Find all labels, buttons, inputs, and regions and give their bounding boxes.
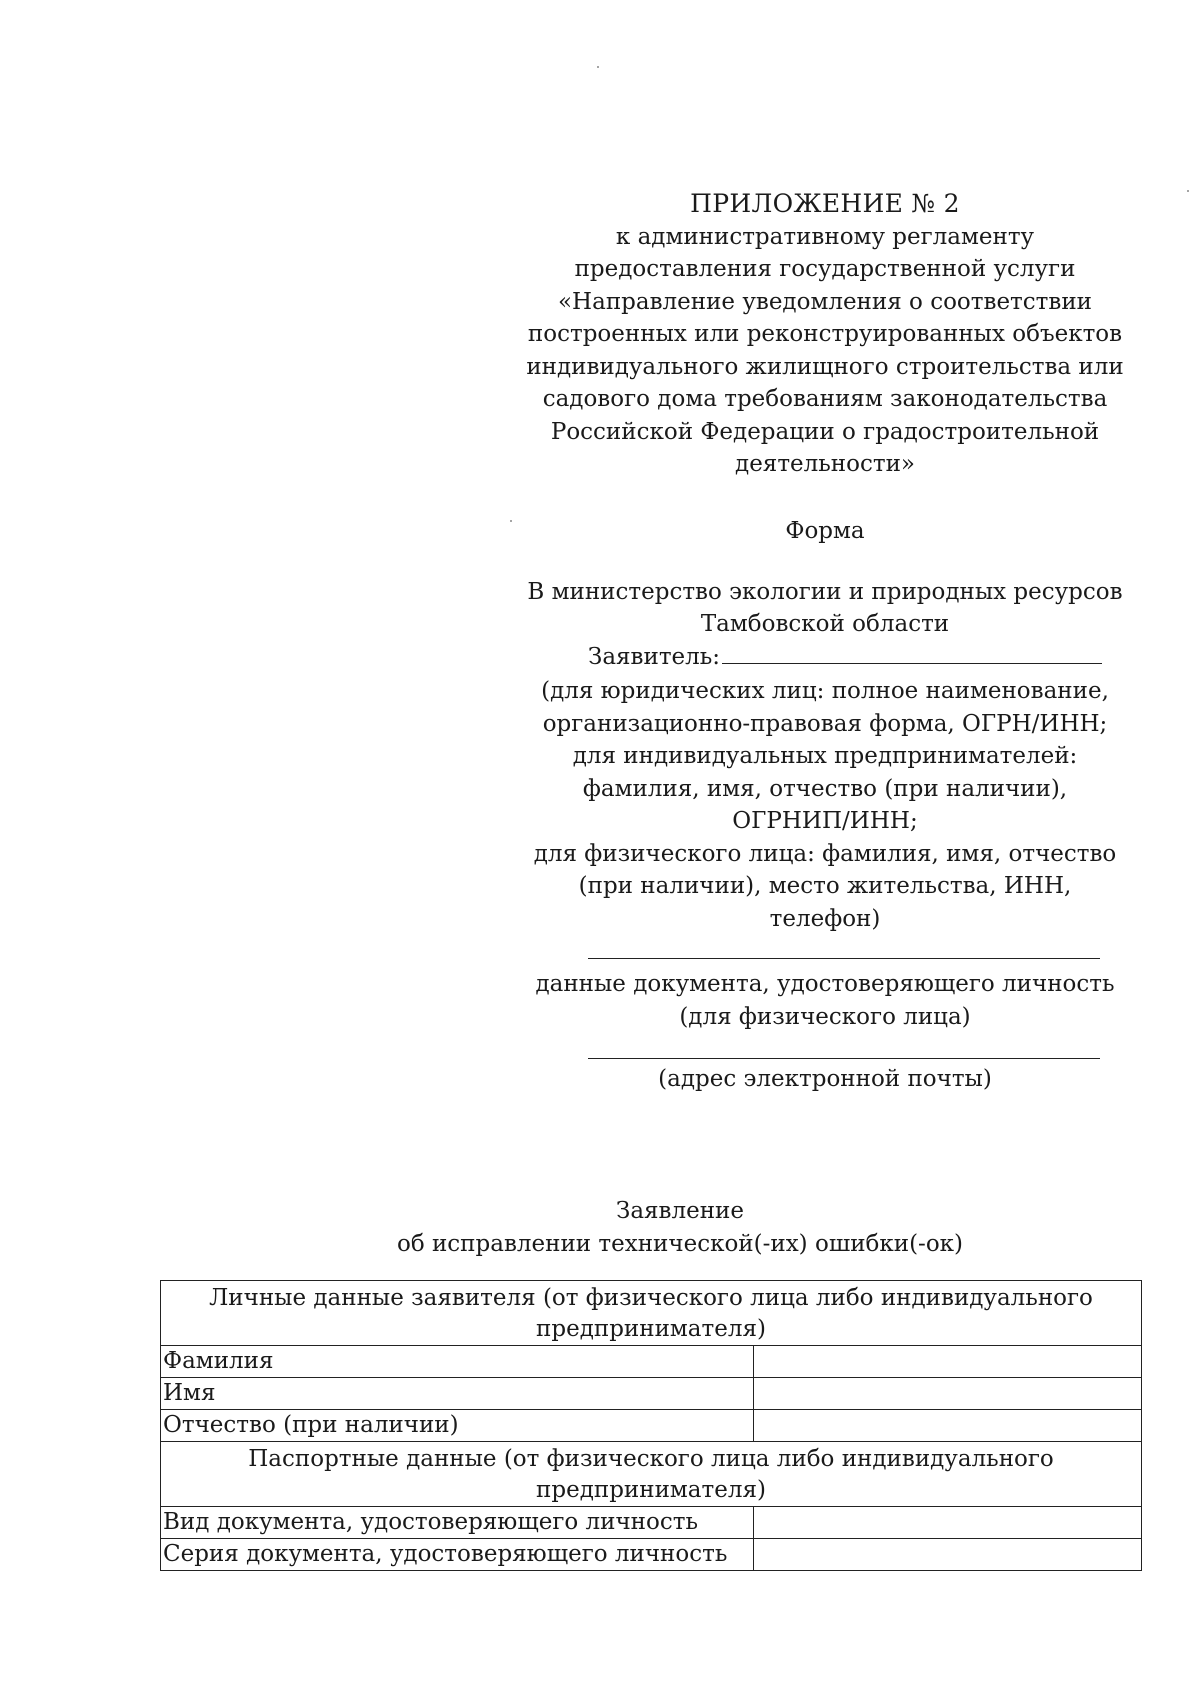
table-row [161,1410,1142,1442]
appendix-line: индивидуального жилищного строительства или [526,353,1124,380]
statement-heading [380,1195,980,1261]
identity-doc-field[interactable] [588,958,1100,959]
name-label: Имя [161,1378,754,1410]
applicant-field[interactable] [722,641,1102,664]
scan-speck [597,66,599,68]
email-field[interactable] [588,1058,1100,1059]
applicant-hint-line: фамилия, имя, отчество (при наличии), [582,775,1068,802]
applicant-hint-line: телефон) [769,905,881,932]
recipient-line: В министерство экологии и природных ресурсов [527,579,1123,605]
appendix-line: «Направление уведомления о соответствии [557,288,1092,315]
statement-subtitle: об исправлении технической(-их) ошибки(-ок) [396,1231,964,1257]
appendix-line: к административному регламенту [615,223,1035,250]
identity-doc-hint-line: (для физического лица) [679,1004,971,1030]
surname-label: Фамилия [161,1346,754,1378]
doc-type-input[interactable] [753,1507,1141,1539]
applicant-hint-line: (при наличии), место жительства, ИНН, [578,873,1072,899]
appendix-header [520,188,1130,481]
scan-speck [1187,190,1189,192]
section-personal-header: Личные данные заявителя (от физического лица либо индивидуального предпринимателя) [161,1281,1142,1346]
applicant-hint-line: для физического лица: фамилия, имя, отчество [533,840,1117,867]
appendix-line: деятельности» [735,451,915,477]
applicant-hint-line: ОГРНИП/ИНН; [732,808,918,834]
applicant-hint-line: организационно-правовая форма, ОГРН/ИНН; [542,710,1108,737]
applicant-hint-line: для индивидуальных предпринимателей: [572,743,1078,769]
doc-series-input[interactable] [753,1539,1141,1571]
identity-doc-hint [520,968,1130,1034]
appendix-line: садового дома требованиям законодательства [542,386,1108,412]
name-input[interactable] [753,1378,1141,1410]
form-label: Форма [785,518,865,544]
appendix-line: предоставления государственной услуги [574,256,1076,282]
section-passport-header: Паспортные данные (от физического лица либо индивидуального предпринимателя) [161,1442,1142,1507]
email-hint: (адрес электронной почты) [658,1066,992,1092]
appendix-line: построенных или реконструированных объектов [527,321,1123,347]
table-row [161,1281,1142,1346]
surname-input[interactable] [753,1346,1141,1378]
applicant-hint [520,675,1130,935]
patronymic-label: Отчество (при наличии) [161,1410,754,1442]
applicant-hint-line: (для юридических лиц: полное наименование, [541,678,1109,704]
table-row [161,1378,1142,1410]
applicant-row [588,641,1102,670]
table-row [161,1539,1142,1571]
recipient-block [520,576,1130,640]
recipient-line: Тамбовской области [700,611,950,637]
applicant-data-table [160,1280,1142,1571]
scan-speck [510,520,512,522]
patronymic-input[interactable] [753,1410,1141,1442]
appendix-line: Российской Федерации о градостроительной [550,418,1100,445]
appendix-title: ПРИЛОЖЕНИЕ № 2 [690,189,960,218]
applicant-label: Заявитель: [588,644,721,670]
doc-series-label: Серия документа, удостоверяющего личность [161,1539,754,1571]
statement-title: Заявление [616,1198,744,1224]
table-row [161,1346,1142,1378]
table-row [161,1507,1142,1539]
table-row [161,1442,1142,1507]
identity-doc-hint-line: данные документа, удостоверяющего личность [535,971,1115,997]
doc-type-label: Вид документа, удостоверяющего личность [161,1507,754,1539]
